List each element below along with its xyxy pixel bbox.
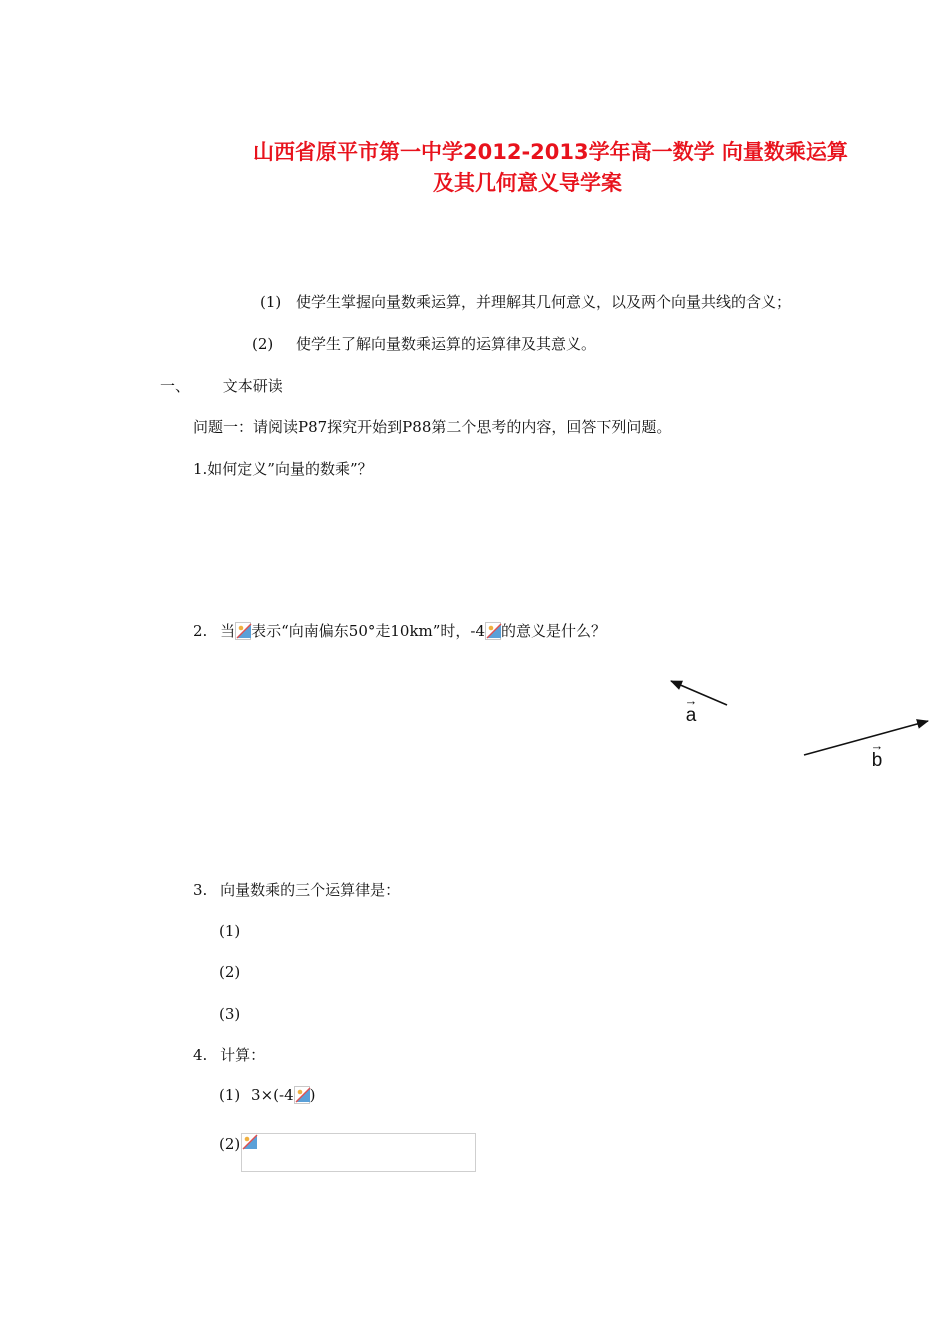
calc-item-1-expr: 3×(-4 xyxy=(251,1086,294,1104)
vector-b-arrow xyxy=(804,721,928,755)
objective-1-text: 使学生掌握向量数乘运算，并理解其几何意义，以及两个向量共线的含义； xyxy=(296,293,792,311)
vector-b-label xyxy=(869,738,885,771)
calc-item-2 xyxy=(219,1134,240,1154)
vector-b-arrow-glyph: → xyxy=(870,738,884,753)
question-4-text: 计算： xyxy=(220,1046,266,1064)
question-2-number: 2. xyxy=(193,622,208,640)
question-2-part-c: 的意义是什么？ xyxy=(501,622,607,640)
vector-a-arrow-glyph: → xyxy=(684,693,698,708)
calc-item-1-close: ) xyxy=(309,1086,316,1104)
question-3-number: 3. xyxy=(193,881,208,899)
question-3 xyxy=(193,880,400,900)
document-title-line2: 及其几何意义导学案 xyxy=(433,171,622,195)
calc-item-1 xyxy=(219,1085,315,1105)
rule-item-2: (2) xyxy=(219,963,241,981)
rule-item-3: (3) xyxy=(219,1005,241,1023)
question-2-part-b: 表示“向南偏东50°走10km”时，-4 xyxy=(251,622,486,640)
objective-2-text: 使学生了解向量数乘运算的运算律及其意义。 xyxy=(296,335,597,353)
section-title: 文本研读 xyxy=(222,377,283,395)
objective-2-number: (2) xyxy=(252,335,274,353)
broken-image-icon xyxy=(294,1086,310,1104)
vector-a-label xyxy=(683,693,699,726)
question-4 xyxy=(193,1045,265,1065)
calc-item-2-number: (2) xyxy=(219,1135,241,1153)
objective-1-number: (1) xyxy=(260,293,282,311)
problem-intro: 问题一：请阅读P87探究开始到P88第二个思考的内容，回答下列问题。 xyxy=(193,418,672,436)
section-number: 一、 xyxy=(160,377,191,395)
rule-item-1: (1) xyxy=(219,922,241,940)
question-1: 1.如何定义”向量的数乘”？ xyxy=(193,460,373,478)
formula-image-placeholder xyxy=(241,1133,476,1172)
vector-b-letter: b xyxy=(871,750,883,771)
vector-a-letter: a xyxy=(685,705,697,726)
calc-item-1-number: (1) xyxy=(219,1086,241,1104)
document-title-line1: 山西省原平市第一中学2012-2013学年高一数学 向量数乘运算 xyxy=(253,140,848,164)
question-3-text: 向量数乘的三个运算律是： xyxy=(220,881,401,899)
vector-a-arrow xyxy=(671,681,727,708)
question-4-number: 4. xyxy=(193,1046,208,1064)
question-2-part-a: 当 xyxy=(220,622,236,640)
broken-image-icon xyxy=(242,1134,258,1152)
